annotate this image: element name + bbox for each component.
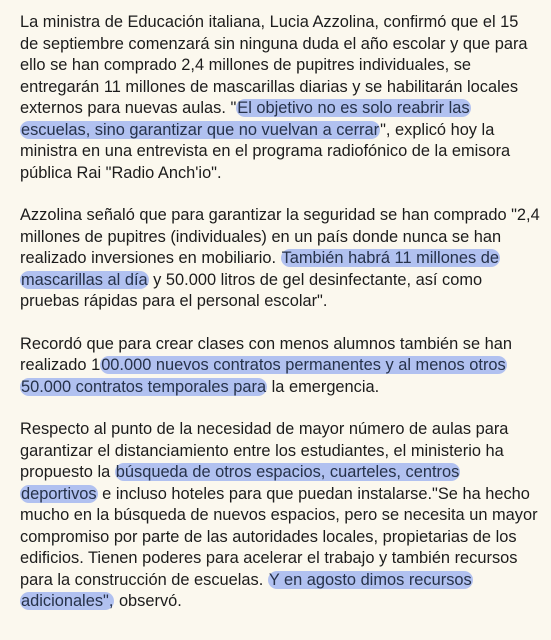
highlighted-text: También habrá 11 millones de mascarillas al día (21, 249, 500, 289)
body-text: Azzolina señaló que para garantizar la seguridad se han comprado "2,4 millones de pupitres (individuales) en un país donde nunca se han realizado inversiones en mobiliario. (20, 206, 540, 267)
highlighted-text: Y en agosto dimos recursos adicionales", (21, 570, 472, 610)
paragraph-2 (20, 205, 540, 313)
body-text: observó. (114, 592, 182, 610)
body-text: la emergencia. (267, 377, 380, 396)
paragraph-4 (20, 419, 540, 613)
paragraph-3 (20, 334, 540, 399)
highlighted-text: El objetivo no es solo reabrir las escuelas, sino garantizar que no vuelvan a cerrar (21, 99, 470, 139)
body-text: Respecto al punto de la necesidad de mayor número de aulas para garantizar el distanciamiento entre los estudiantes, el ministerio ha propuesto la (20, 420, 509, 481)
article-body (20, 12, 540, 634)
body-text: Recordó que para crear clases con menos alumnos también se han realizado 1 (20, 334, 512, 374)
body-text: y 50.000 litros de gel desinfectante, así como pruebas rápidas para el personal escolar". (20, 270, 483, 310)
body-text: ", explicó hoy la ministra en una entrevista en el programa radiofónico de la emisora pública Rai "Radio Anch'io". (20, 120, 511, 182)
body-text: e incluso hoteles para que puedan instalarse."Se ha hecho mucho en la búsqueda de nuevos espacios, pero se necesita un mayor compromiso por parte de las autoridades locales, propietarias de los edificios. Tienen poderes para acelerar el trabajo y también recursos para la construcción de escuelas. (20, 484, 538, 589)
body-text: La ministra de Educación italiana, Lucia Azzolina, confirmó que el 15 de septiembre comenzará sin ninguna duda el año escolar y que para ello se han comprado 2,4 millones de pupitres individuales, se entregarán 11 millones de mascarillas diarias y se habilitarán locales externos para nuevas aulas. " (20, 13, 528, 117)
paragraph-1 (20, 12, 540, 184)
highlighted-text: 00.000 nuevos contratos permanentes y al menos otros 50.000 contratos temporales para (21, 356, 506, 396)
highlighted-text: búsqueda de otros espacios, cuarteles, centros deportivos (21, 463, 460, 503)
